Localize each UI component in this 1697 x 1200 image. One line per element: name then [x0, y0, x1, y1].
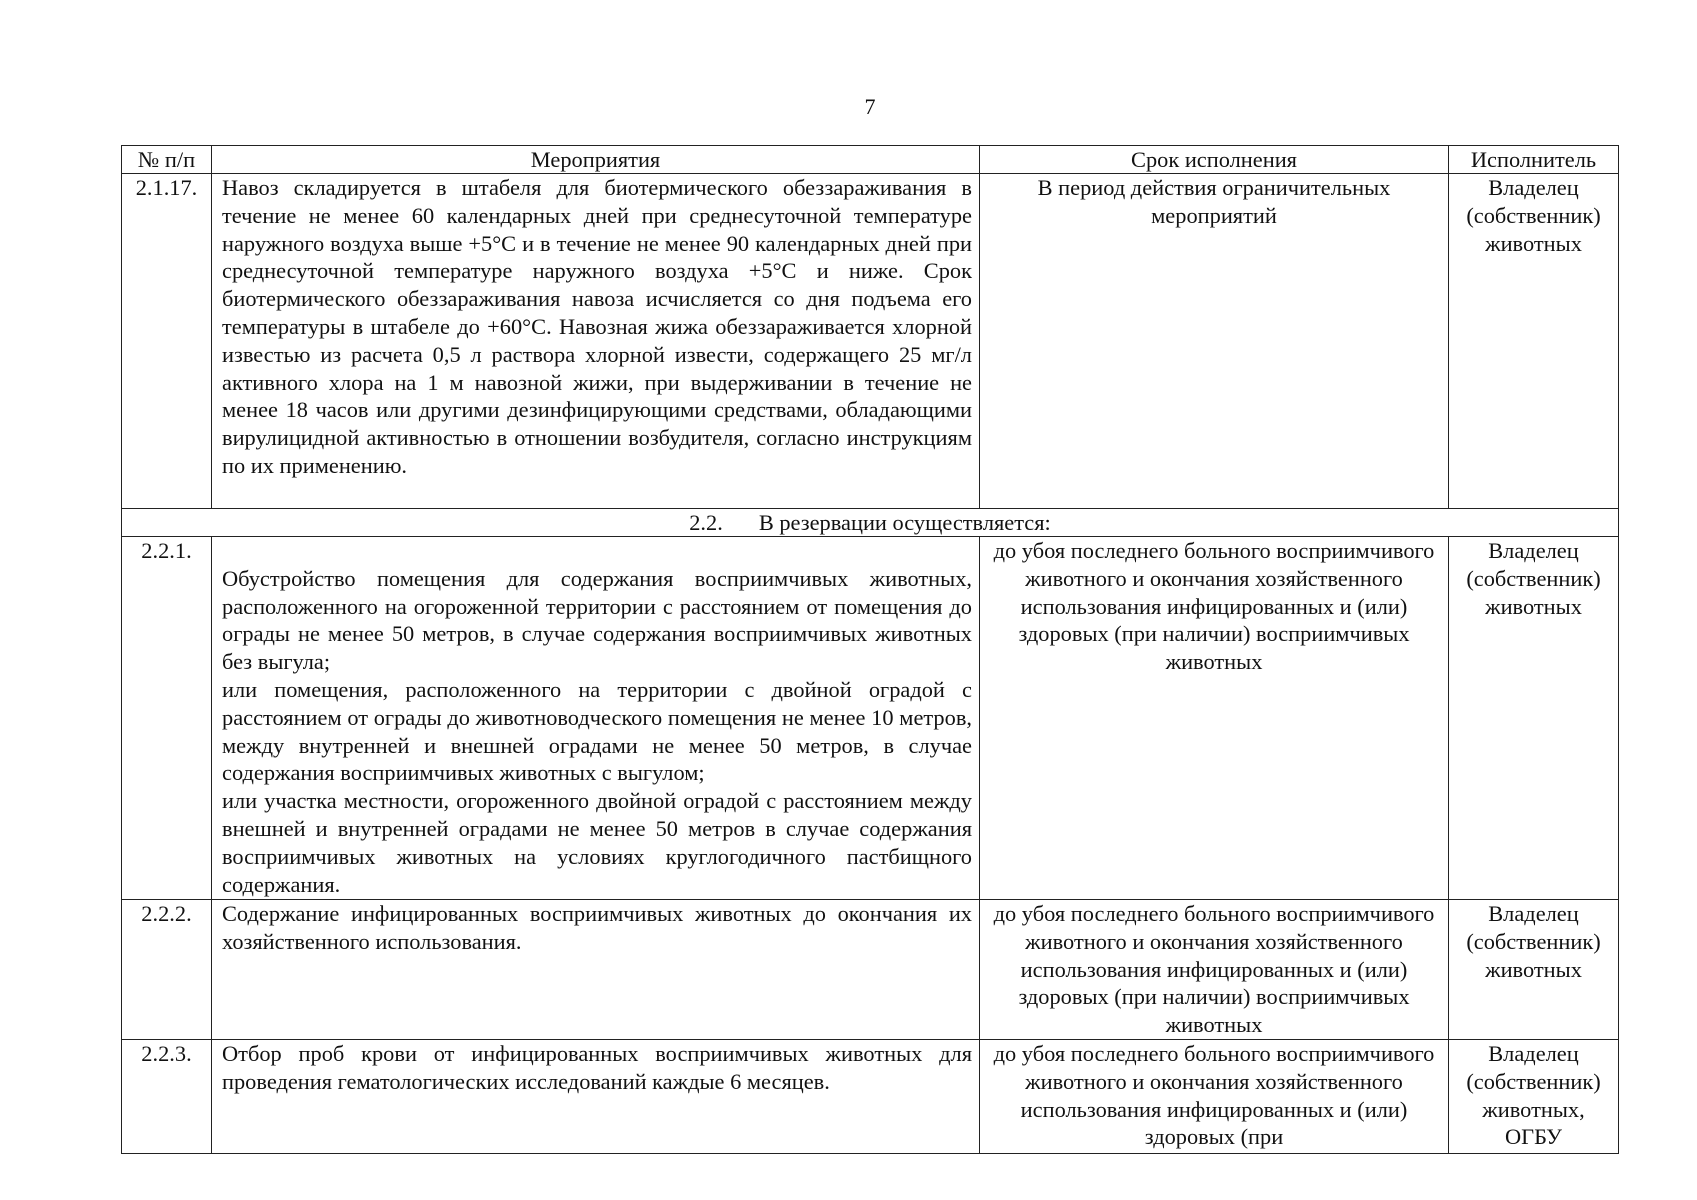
row-number: 2.2.2.: [122, 900, 212, 1040]
executor-text: Владелец (собственник) животных: [1449, 900, 1619, 1040]
executor-text: Владелец (собственник) животных: [1449, 537, 1619, 900]
header-num: № п/п: [122, 146, 212, 174]
header-measures: Мероприятия: [212, 146, 980, 174]
measure-text: [212, 537, 980, 900]
row-number: 2.1.17.: [122, 174, 212, 509]
table-row: [122, 1039, 1619, 1153]
section-heading: [122, 509, 1619, 537]
header-executor: Исполнитель: [1449, 146, 1619, 174]
term-text: до убоя последнего больного восприимчивого животного и окончания хозяйственного использования инфицированных и (или) здоровых (при: [980, 1039, 1449, 1153]
term-text: В период действия ограничительных мероприятий: [980, 174, 1449, 509]
measure-paragraph: Обустройство помещения для содержания восприимчивых животных, расположенного на огороженной территории с расстоянием от помещения до ограды не менее 50 метров, в случае содержания восприимчивых животных без выгула;: [222, 565, 972, 675]
section-row: [122, 509, 1619, 537]
term-text: до убоя последнего больного восприимчивого животного и окончания хозяйственного использования инфицированных и (или) здоровых (при наличии) восприимчивых животных: [980, 537, 1449, 900]
measures-table: [121, 145, 1619, 1154]
page-number: 7: [864, 94, 876, 119]
section-number: 2.2.: [689, 510, 723, 535]
table-row: [122, 900, 1619, 1040]
term-text: до убоя последнего больного восприимчивого животного и окончания хозяйственного использования инфицированных и (или) здоровых (при наличии) восприимчивых животных: [980, 900, 1449, 1040]
section-title: В резервации осуществляется:: [758, 510, 1051, 535]
executor-text: Владелец (собственник) животных: [1449, 174, 1619, 509]
table-row: [122, 174, 1619, 509]
measure-text: Содержание инфицированных восприимчивых животных до окончания их хозяйственного использования.: [212, 900, 980, 1040]
header-term: Срок исполнения: [980, 146, 1449, 174]
row-number: 2.2.3.: [122, 1039, 212, 1153]
measure-text: Отбор проб крови от инфицированных восприимчивых животных для проведения гематологических исследований каждые 6 месяцев.: [212, 1039, 980, 1153]
measure-text: Навоз складируется в штабеля для биотермического обеззараживания в течение не менее 60 календарных дней при среднесуточной температуре наружного воздуха выше +5°С и в течение не менее 90 календарных дней при среднесуточной температуре наружного воздуха +5°С и ниже. Срок биотермического обеззараживания навоза исчисляется со дня подъема его температуры в штабеле до +60°С. Навозная жижа обеззараживается хлорной известью из расчета 0,5 л раствора хлорной извести, содержащего 25 мг/л активного хлора на 1 м навозной жижи, при выдерживании в течение не менее 18 часов или другими дезинфицирующими средствами, обладающими вирулицидной активностью в отношении возбудителя, согласно инструкциям по их применению.: [212, 174, 980, 509]
measure-paragraph: или помещения, расположенного на территории с двойной оградой с расстоянием от ограды до животноводческого помещения не менее 10 метров, между внутренней и внешней оградами не менее 50 метров, в случае содержания восприимчивых животных с выгулом;: [222, 676, 972, 786]
measure-paragraph: или участка местности, огороженного двойной оградой с расстоянием между внешней и внутренней оградами не менее 50 метров в случае содержания восприимчивых животных на условиях круглогодичного пастбищного содержания.: [222, 788, 972, 897]
table-header-row: [122, 146, 1619, 174]
table-row: [122, 537, 1619, 900]
executor-text: Владелец (собственник) животных, ОГБУ: [1449, 1039, 1619, 1153]
row-number: 2.2.1.: [122, 537, 212, 900]
